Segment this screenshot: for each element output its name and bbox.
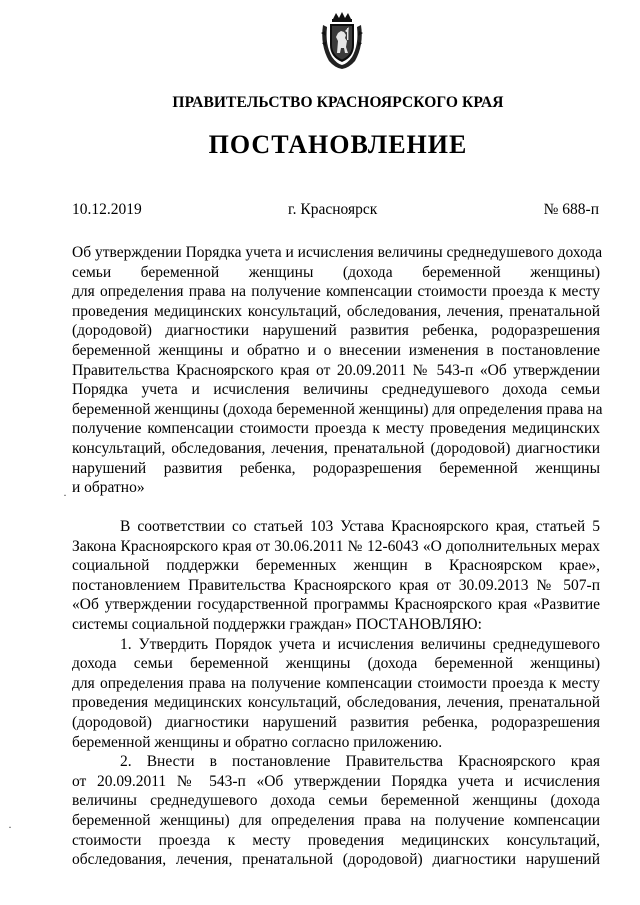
title-line: для определения права на получение компенсации стоимости проезда к месту [72, 283, 600, 301]
body-line: дохода семьи беременной женщины (дохода беременной женщины) [72, 655, 600, 673]
scan-speck: · [63, 488, 67, 502]
document-body [72, 517, 600, 870]
title-line: семьи беременной женщины (дохода беременной женщины) [72, 263, 600, 281]
body-line: социальной поддержки беременных женщин в Красноярском крае», [72, 557, 600, 575]
title-line: нарушений развития ребенка, родоразрешения беременной женщины [72, 459, 600, 477]
document-city: г. Красноярск [288, 201, 378, 218]
document-number: № 688-п [543, 201, 599, 218]
body-line: Закона Красноярского края от 30.06.2011 № 12-6043 «О дополнительных мерах [72, 537, 600, 555]
body-line: 1. Утвердить Порядок учета и исчисления величины среднедушевого [120, 635, 600, 653]
body-line: величины среднедушевого дохода семьи беременной женщины (дохода [72, 792, 600, 810]
body-line: 2. Внести в постановление Правительства Красноярского края [120, 753, 600, 771]
title-line: беременной женщины и обратно и о внесении изменения в постановление [72, 341, 600, 359]
body-line: для определения права на получение компенсации стоимости проезда к месту [72, 674, 600, 692]
body-line: беременной женщины) для определения права на получение компенсации [72, 811, 600, 829]
body-line: системы социальной поддержки граждан» ПОСТАНОВЛЯЮ: [72, 615, 482, 633]
title-line: проведения медицинских консультаций, обследования, лечения, пренатальной [72, 302, 600, 320]
body-line: постановлением Правительства Красноярского края от 30.09.2013 № 507-п [72, 576, 600, 594]
coat-of-arms-emblem [319, 11, 365, 71]
body-line: проведения медицинских консультаций, обследования, лечения, пренатальной [72, 694, 600, 712]
title-line: получение компенсации стоимости проезда к месту проведения медицинских [72, 420, 600, 438]
body-line: В соответствии со статьей 103 Устава Красноярского края, статьей 5 [120, 518, 600, 535]
body-line: (дородовой) диагностики нарушений развития ребенка, родоразрешения [72, 713, 600, 731]
title-line: беременной женщины (дохода беременной женщины) для определения права на [72, 400, 603, 418]
title-line: Об утверждении Порядка учета и исчисления величины среднедушевого дохода [72, 244, 603, 261]
title-line: консультаций, обследования, лечения, пренатальной (дородовой) диагностики [72, 439, 600, 457]
scan-speck: · [8, 820, 12, 834]
body-line: обследования, лечения, пренатальной (дородовой) диагностики нарушений [72, 851, 600, 869]
title-line: Порядка учета и исчисления величины среднедушевого дохода семьи [72, 381, 600, 399]
title-line: Правительства Красноярского края от 20.09.2011 № 543-п «Об утверждении [72, 361, 600, 379]
organization-heading: ПРАВИТЕЛЬСТВО КРАСНОЯРСКОГО КРАЯ [172, 94, 504, 111]
title-line: и обратно» [72, 479, 145, 497]
document-date: 10.12.2019 [72, 201, 142, 218]
document-title [72, 243, 603, 498]
title-line: (дородовой) диагностики нарушений развития ребенка, родоразрешения [72, 322, 600, 340]
body-line: от 20.09.2011 № 543-п «Об утверждении Порядка учета и исчисления [72, 772, 600, 790]
body-line: «Об утверждении государственной программы Красноярского края «Развитие [72, 596, 600, 614]
body-line: беременной женщины и обратно согласно приложению. [72, 733, 443, 751]
document-type-heading: ПОСТАНОВЛЕНИЕ [208, 130, 468, 159]
body-line: стоимости проезда к месту проведения медицинских консультаций, [72, 831, 600, 849]
